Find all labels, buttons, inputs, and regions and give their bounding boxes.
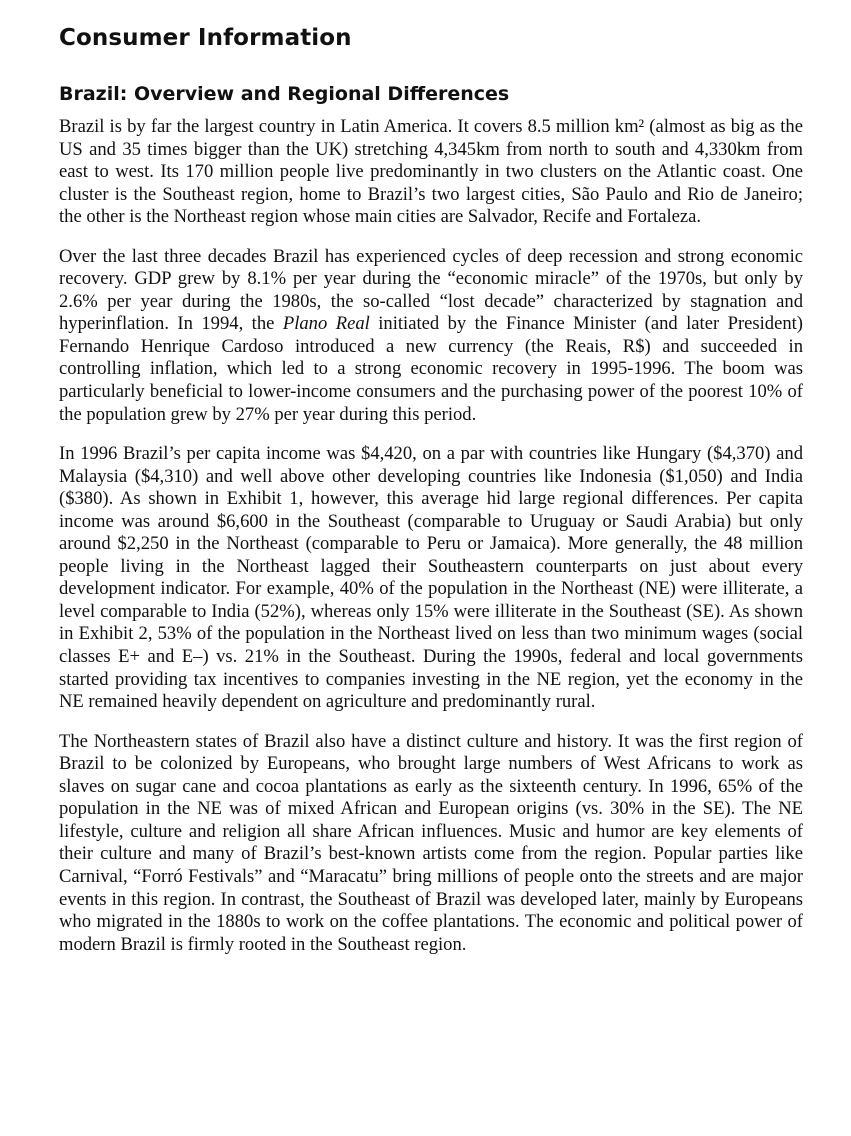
page-title: Consumer Information: [59, 25, 352, 51]
paragraph-overview: Brazil is by far the largest country in Latin America. It covers 8.5 million km² (almost as big as the US and 35 times bigger than the UK) stretching 4,345km from north to south and 4,330km from east to west. Its 170 million people live predominantly in two clusters on the Atlantic coast. One cluster is the Southeast region, home to Brazil’s two largest cities, São Paulo and Rio de Janeiro; the other is the Northeast region whose main cities are Salvador, Recife and Fortaleza.: [59, 116, 803, 228]
document-page: [59, 22, 803, 973]
paragraph-economy: [59, 246, 803, 426]
paragraph-culture: The Northeastern states of Brazil also have a distinct culture and history. It was the first region of Brazil to be colonized by Europeans, who brought large numbers of West Africans to work as slaves on sugar cane and cocoa plantations as early as the sixteenth century. In 1996, 65% of the population in the NE was of mixed African and European origins (vs. 30% in the SE). The NE lifestyle, culture and religion all share African influences. Music and humor are key elements of their culture and many of Brazil’s best-known artists come from the region. Popular parties like Carnival, “Forró Festivals” and “Maracatu” bring millions of people onto the streets and are major events in this region. In contrast, the Southeast of Brazil was developed later, mainly by Europeans who migrated in the 1880s to work on the coffee plantations. The economic and political power of modern Brazil is firmly rooted in the Southeast region.: [59, 730, 803, 955]
paragraph-economy-text-2: initiated by the Finance Minister (and later President) Fernando Henrique Cardoso introduced a new currency (the Reais, R$) and succeeded in controlling inflation, which led to a strong economic recovery in 1995-1996. The boom was particularly beneficial to lower-income consumers and the purchasing power of the poorest 10% of the population grew by 27% per year during this period.: [59, 313, 803, 425]
paragraph-economy-text-1: Over the last three decades Brazil has experienced cycles of deep recession and strong economic recovery. GDP grew by 8.1% per year during the “economic miracle” of the 1970s, but only by 2.6% per year during the 1980s, the so-called “lost decade” characterized by stagnation and hyperinflation. In 1994, the: [59, 245, 803, 335]
section-heading: Brazil: Overview and Regional Differences: [59, 83, 510, 105]
paragraph-income: In 1996 Brazil’s per capita income was $4,420, on a par with countries like Hungary ($4,370) and Malaysia ($4,310) and well above other developing countries like Indonesia ($1,050) and India ($380). As shown in Exhibit 1, however, this average hid large regional differences. Per capita income was around $6,600 in the Southeast (comparable to Uruguay or Saudi Arabia) but only around $2,250 in the Northeast (comparable to Peru or Jamaica). More generally, the 48 million people living in the Northeast lagged their Southeastern counterparts on just about every development indicator. For example, 40% of the population in the Northeast (NE) were illiterate, a level comparable to India (52%), whereas only 15% were illiterate in the Southeast (SE). As shown in Exhibit 2, 53% of the population in the Northeast lived on less than two minimum wages (social classes E+ and E–) vs. 21% in the Southeast. During the 1990s, federal and local governments started providing tax incentives to companies investing in the NE region, yet the economy in the NE remained heavily dependent on agriculture and predominantly rural.: [59, 443, 803, 713]
plano-real-emphasis: Plano Real: [282, 313, 370, 335]
